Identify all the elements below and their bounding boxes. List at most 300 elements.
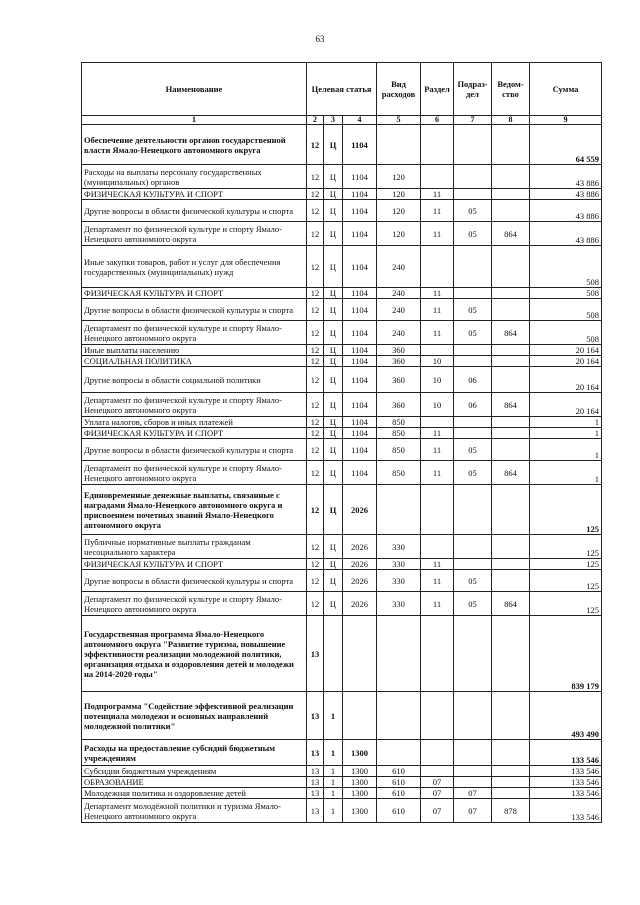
row-department: 864 <box>492 461 530 485</box>
row-section: 07 <box>421 799 454 823</box>
row-subsection: 05 <box>454 570 492 592</box>
row-department <box>492 125 530 165</box>
row-subsection: 05 <box>454 222 492 246</box>
row-target-code: 2026 <box>343 592 377 616</box>
row-target-program: 12 <box>307 485 324 535</box>
table-row <box>82 189 602 200</box>
row-department <box>492 428 530 439</box>
row-target-code: 1104 <box>343 299 377 321</box>
row-section <box>421 417 454 428</box>
row-target-subprogram: 1 <box>324 777 343 788</box>
row-expense-type: 120 <box>377 165 421 189</box>
row-sum: 1 <box>530 428 602 439</box>
row-target-code: 1104 <box>343 461 377 485</box>
row-target-code: 1300 <box>343 799 377 823</box>
row-target-program: 13 <box>307 616 324 692</box>
row-department <box>492 246 530 288</box>
row-target-subprogram: Ц <box>324 222 343 246</box>
row-target-subprogram: Ц <box>324 356 343 367</box>
header-dept: Ведом-ство <box>492 63 530 116</box>
row-expense-type: 240 <box>377 299 421 321</box>
row-expense-type: 240 <box>377 321 421 345</box>
table-row <box>82 788 602 799</box>
row-sum: 43 886 <box>530 189 602 200</box>
row-section: 11 <box>421 428 454 439</box>
table-row <box>82 321 602 345</box>
row-subsection: 05 <box>454 592 492 616</box>
row-department <box>492 485 530 535</box>
row-department <box>492 345 530 356</box>
row-subsection <box>454 417 492 428</box>
row-department <box>492 740 530 766</box>
row-name: Департамент по физической культуре и спорту Ямало-Ненецкого автономного округа <box>82 592 307 616</box>
row-subsection <box>454 485 492 535</box>
row-section: 11 <box>421 461 454 485</box>
row-expense-type: 360 <box>377 367 421 393</box>
row-name: ОБРАЗОВАНИЕ <box>82 777 307 788</box>
row-target-program: 12 <box>307 535 324 559</box>
row-name: Субсидии бюджетным учреждениям <box>82 766 307 777</box>
header-subsection: Подраз-дел <box>454 63 492 116</box>
row-department <box>492 299 530 321</box>
row-sum: 125 <box>530 559 602 570</box>
table-row <box>82 393 602 417</box>
row-target-subprogram: Ц <box>324 592 343 616</box>
row-target-program: 12 <box>307 299 324 321</box>
row-section: 07 <box>421 788 454 799</box>
row-name: Иные закупки товаров, работ и услуг для обеспечения государственных (муниципальных) нужд <box>82 246 307 288</box>
table-row <box>82 345 602 356</box>
row-target-code: 1104 <box>343 288 377 299</box>
row-target-program: 13 <box>307 799 324 823</box>
col-number: 6 <box>421 116 454 125</box>
table-row <box>82 299 602 321</box>
row-name: ФИЗИЧЕСКАЯ КУЛЬТУРА И СПОРТ <box>82 288 307 299</box>
row-target-subprogram: Ц <box>324 246 343 288</box>
row-expense-type <box>377 740 421 766</box>
row-target-subprogram: Ц <box>324 428 343 439</box>
row-target-code: 2026 <box>343 570 377 592</box>
row-target-subprogram: Ц <box>324 125 343 165</box>
row-department: 864 <box>492 592 530 616</box>
col-number: 8 <box>492 116 530 125</box>
row-sum: 508 <box>530 299 602 321</box>
row-name: Единовременные денежные выплаты, связанные с наградами Ямало-Ненецкого автономного округа и присвоением почетных званий Ямало-Ненецкого автономного округа <box>82 485 307 535</box>
row-name: СОЦИАЛЬНАЯ ПОЛИТИКА <box>82 356 307 367</box>
row-target-code: 1104 <box>343 428 377 439</box>
row-target-program: 12 <box>307 570 324 592</box>
row-section: 11 <box>421 592 454 616</box>
row-subsection <box>454 165 492 189</box>
table-row <box>82 485 602 535</box>
row-name: Расходы на выплаты персоналу государственных (муниципальных) органов <box>82 165 307 189</box>
row-subsection: 05 <box>454 439 492 461</box>
row-name: Подпрограмма "Содействие эффективной реализации потенциала молодежи и основных направлений молодежной политики" <box>82 692 307 740</box>
row-target-program: 12 <box>307 592 324 616</box>
row-department <box>492 417 530 428</box>
row-name: Другие вопросы в области физической культуры и спорта <box>82 299 307 321</box>
row-sum: 125 <box>530 570 602 592</box>
row-target-code: 1104 <box>343 356 377 367</box>
row-expense-type: 610 <box>377 777 421 788</box>
row-subsection <box>454 246 492 288</box>
row-name: ФИЗИЧЕСКАЯ КУЛЬТУРА И СПОРТ <box>82 428 307 439</box>
row-name: Департамент по физической культуре и спорту Ямало-Ненецкого автономного округа <box>82 393 307 417</box>
row-target-code: 1300 <box>343 777 377 788</box>
row-target-program: 12 <box>307 439 324 461</box>
row-name: Уплата налогов, сборов и иных платежей <box>82 417 307 428</box>
row-department: 878 <box>492 799 530 823</box>
row-target-program: 12 <box>307 165 324 189</box>
row-sum: 133 546 <box>530 740 602 766</box>
row-subsection <box>454 766 492 777</box>
col-number: 4 <box>343 116 377 125</box>
row-section <box>421 165 454 189</box>
row-target-subprogram <box>324 616 343 692</box>
row-expense-type: 850 <box>377 461 421 485</box>
row-sum: 1 <box>530 417 602 428</box>
table-row <box>82 740 602 766</box>
row-target-code: 1300 <box>343 788 377 799</box>
row-subsection <box>454 616 492 692</box>
table-row <box>82 766 602 777</box>
row-target-code: 1104 <box>343 125 377 165</box>
row-target-program: 13 <box>307 777 324 788</box>
col-number: 1 <box>82 116 307 125</box>
row-sum: 133 546 <box>530 799 602 823</box>
row-subsection <box>454 428 492 439</box>
col-number: 9 <box>530 116 602 125</box>
col-number: 7 <box>454 116 492 125</box>
row-subsection: 07 <box>454 788 492 799</box>
col-number: 3 <box>324 116 343 125</box>
row-section: 11 <box>421 439 454 461</box>
row-section: 11 <box>421 222 454 246</box>
row-target-subprogram: Ц <box>324 299 343 321</box>
row-target-subprogram: Ц <box>324 367 343 393</box>
row-target-subprogram: Ц <box>324 461 343 485</box>
row-expense-type: 850 <box>377 417 421 428</box>
row-department <box>492 777 530 788</box>
row-target-program: 12 <box>307 321 324 345</box>
row-target-code: 1104 <box>343 321 377 345</box>
row-target-subprogram: 1 <box>324 788 343 799</box>
row-target-subprogram: Ц <box>324 439 343 461</box>
row-target-code: 1104 <box>343 393 377 417</box>
row-subsection <box>454 777 492 788</box>
row-department <box>492 570 530 592</box>
row-expense-type: 330 <box>377 570 421 592</box>
row-department <box>492 616 530 692</box>
table-row <box>82 417 602 428</box>
row-department <box>492 288 530 299</box>
row-sum: 125 <box>530 485 602 535</box>
row-target-code: 1300 <box>343 740 377 766</box>
row-expense-type <box>377 616 421 692</box>
row-expense-type: 240 <box>377 246 421 288</box>
row-expense-type <box>377 485 421 535</box>
row-expense-type: 330 <box>377 559 421 570</box>
row-target-code: 1104 <box>343 189 377 200</box>
table-row <box>82 356 602 367</box>
row-subsection <box>454 535 492 559</box>
row-section <box>421 740 454 766</box>
row-target-code: 2026 <box>343 535 377 559</box>
row-target-program: 12 <box>307 125 324 165</box>
table-row <box>82 616 602 692</box>
row-expense-type: 850 <box>377 428 421 439</box>
row-sum: 508 <box>530 321 602 345</box>
row-target-subprogram: Ц <box>324 485 343 535</box>
row-expense-type: 120 <box>377 189 421 200</box>
row-expense-type: 610 <box>377 799 421 823</box>
row-target-program: 12 <box>307 417 324 428</box>
row-sum: 125 <box>530 535 602 559</box>
row-sum: 133 546 <box>530 777 602 788</box>
table-row <box>82 367 602 393</box>
table-row <box>82 559 602 570</box>
row-section <box>421 345 454 356</box>
header-name: Наименование <box>82 63 307 116</box>
row-name: Другие вопросы в области социальной политики <box>82 367 307 393</box>
row-target-subprogram: Ц <box>324 345 343 356</box>
row-sum: 43 886 <box>530 165 602 189</box>
row-name: Публичные нормативные выплаты гражданам несоциального характера <box>82 535 307 559</box>
row-target-program: 13 <box>307 766 324 777</box>
row-sum: 839 179 <box>530 616 602 692</box>
row-expense-type: 120 <box>377 200 421 222</box>
row-target-program: 12 <box>307 200 324 222</box>
row-name: Другие вопросы в области физической культуры и спорта <box>82 200 307 222</box>
row-target-program: 12 <box>307 222 324 246</box>
header-target: Целевая статья <box>307 63 377 116</box>
header-sum: Сумма <box>530 63 602 116</box>
row-department <box>492 535 530 559</box>
row-section <box>421 766 454 777</box>
table-row <box>82 570 602 592</box>
row-name: Департамент по физической культуре и спорту Ямало-Ненецкого автономного округа <box>82 321 307 345</box>
row-section: 10 <box>421 356 454 367</box>
row-target-program: 13 <box>307 740 324 766</box>
row-section: 11 <box>421 189 454 200</box>
row-sum: 1 <box>530 439 602 461</box>
row-subsection: 05 <box>454 200 492 222</box>
row-subsection <box>454 692 492 740</box>
table-row <box>82 535 602 559</box>
row-subsection: 06 <box>454 367 492 393</box>
row-expense-type: 330 <box>377 535 421 559</box>
row-expense-type: 240 <box>377 288 421 299</box>
row-expense-type: 360 <box>377 393 421 417</box>
row-subsection: 05 <box>454 461 492 485</box>
row-target-program: 13 <box>307 788 324 799</box>
row-sum: 64 559 <box>530 125 602 165</box>
row-name: Молодежная политика и оздоровление детей <box>82 788 307 799</box>
row-target-subprogram: 1 <box>324 766 343 777</box>
table-row <box>82 222 602 246</box>
row-target-subprogram: Ц <box>324 321 343 345</box>
row-department <box>492 200 530 222</box>
row-department: 864 <box>492 321 530 345</box>
row-name: Расходы на предоставление субсидий бюджетным учреждениям <box>82 740 307 766</box>
row-sum: 508 <box>530 288 602 299</box>
page-number: 63 <box>315 34 325 44</box>
row-target-code: 1104 <box>343 246 377 288</box>
table-row <box>82 200 602 222</box>
row-section: 07 <box>421 777 454 788</box>
column-number-row <box>82 116 602 125</box>
row-department: 864 <box>492 393 530 417</box>
table-row <box>82 461 602 485</box>
table-row <box>82 439 602 461</box>
row-department <box>492 165 530 189</box>
row-sum: 20 164 <box>530 345 602 356</box>
table-row <box>82 799 602 823</box>
row-subsection <box>454 125 492 165</box>
row-target-subprogram: Ц <box>324 165 343 189</box>
row-name: Обеспечение деятельности органов государственной власти Ямало-Ненецкого автономного округа <box>82 125 307 165</box>
row-name: Другие вопросы в области физической культуры и спорта <box>82 570 307 592</box>
row-target-code: 1104 <box>343 439 377 461</box>
row-expense-type: 360 <box>377 345 421 356</box>
row-name: Департамент молодёжной политики и туризма Ямало-Ненецкого автономного округа <box>82 799 307 823</box>
row-sum: 20 164 <box>530 367 602 393</box>
row-target-code: 1104 <box>343 345 377 356</box>
row-expense-type: 850 <box>377 439 421 461</box>
row-target-program: 13 <box>307 692 324 740</box>
row-department <box>492 559 530 570</box>
row-target-subprogram: Ц <box>324 288 343 299</box>
row-section <box>421 616 454 692</box>
row-sum: 133 546 <box>530 788 602 799</box>
row-target-program: 12 <box>307 367 324 393</box>
row-target-code: 1104 <box>343 165 377 189</box>
row-name: Другие вопросы в области физической культуры и спорта <box>82 439 307 461</box>
row-target-subprogram: Ц <box>324 417 343 428</box>
row-subsection: 05 <box>454 321 492 345</box>
row-section: 10 <box>421 367 454 393</box>
row-expense-type: 610 <box>377 766 421 777</box>
row-target-program: 12 <box>307 559 324 570</box>
budget-table <box>81 62 602 823</box>
row-name: ФИЗИЧЕСКАЯ КУЛЬТУРА И СПОРТ <box>82 559 307 570</box>
row-sum: 43 886 <box>530 222 602 246</box>
row-target-code: 1104 <box>343 222 377 246</box>
row-sum: 508 <box>530 246 602 288</box>
row-target-subprogram: Ц <box>324 189 343 200</box>
row-sum: 493 490 <box>530 692 602 740</box>
row-target-subprogram: 1 <box>324 740 343 766</box>
row-target-subprogram: 1 <box>324 799 343 823</box>
row-section: 11 <box>421 559 454 570</box>
row-subsection <box>454 740 492 766</box>
row-target-code: 1104 <box>343 367 377 393</box>
row-target-program: 12 <box>307 461 324 485</box>
row-target-code: 2026 <box>343 559 377 570</box>
col-number: 2 <box>307 116 324 125</box>
row-name: Департамент по физической культуре и спорту Ямало-Ненецкого автономного округа <box>82 222 307 246</box>
header-section: Раздел <box>421 63 454 116</box>
row-section <box>421 246 454 288</box>
row-department <box>492 766 530 777</box>
row-target-code: 1104 <box>343 417 377 428</box>
row-subsection: 07 <box>454 799 492 823</box>
row-department <box>492 692 530 740</box>
row-department <box>492 788 530 799</box>
table-row <box>82 777 602 788</box>
row-target-subprogram: 1 <box>324 692 343 740</box>
row-sum: 43 886 <box>530 200 602 222</box>
row-section <box>421 485 454 535</box>
row-name: Департамент по физической культуре и спорту Ямало-Ненецкого автономного округа <box>82 461 307 485</box>
table-row <box>82 592 602 616</box>
row-target-code: 2026 <box>343 485 377 535</box>
table-row <box>82 692 602 740</box>
row-target-program: 12 <box>307 356 324 367</box>
row-section: 11 <box>421 570 454 592</box>
table-row <box>82 125 602 165</box>
row-subsection <box>454 356 492 367</box>
row-sum: 20 164 <box>530 356 602 367</box>
row-expense-type: 120 <box>377 222 421 246</box>
row-section: 11 <box>421 299 454 321</box>
row-name: ФИЗИЧЕСКАЯ КУЛЬТУРА И СПОРТ <box>82 189 307 200</box>
row-expense-type <box>377 692 421 740</box>
row-subsection: 05 <box>454 299 492 321</box>
row-target-program: 12 <box>307 393 324 417</box>
row-target-program: 12 <box>307 288 324 299</box>
row-expense-type <box>377 125 421 165</box>
row-target-code <box>343 616 377 692</box>
row-target-code: 1300 <box>343 766 377 777</box>
row-sum: 20 164 <box>530 393 602 417</box>
row-section <box>421 692 454 740</box>
row-department <box>492 189 530 200</box>
row-target-program: 12 <box>307 189 324 200</box>
row-section: 11 <box>421 200 454 222</box>
row-department <box>492 439 530 461</box>
row-name: Иные выплаты населению <box>82 345 307 356</box>
row-subsection <box>454 288 492 299</box>
row-department <box>492 367 530 393</box>
row-target-subprogram: Ц <box>324 559 343 570</box>
row-target-subprogram: Ц <box>324 535 343 559</box>
row-department <box>492 356 530 367</box>
row-target-program: 12 <box>307 246 324 288</box>
row-target-program: 12 <box>307 345 324 356</box>
row-expense-type: 610 <box>377 788 421 799</box>
table-row <box>82 246 602 288</box>
header-type: Вид расходов <box>377 63 421 116</box>
table-row <box>82 165 602 189</box>
row-target-subprogram: Ц <box>324 570 343 592</box>
row-target-subprogram: Ц <box>324 200 343 222</box>
row-sum: 125 <box>530 592 602 616</box>
row-section <box>421 125 454 165</box>
row-sum: 133 546 <box>530 766 602 777</box>
row-name: Государственная программа Ямало-Ненецкого автономного округа "Развитие туризма, повышение эффективности реализации молодежной политики, организация отдыха и оздоровления детей и молодежи на 2014-2020 годы" <box>82 616 307 692</box>
row-target-code: 1104 <box>343 200 377 222</box>
row-target-code <box>343 692 377 740</box>
row-department: 864 <box>492 222 530 246</box>
row-section: 11 <box>421 288 454 299</box>
row-expense-type: 330 <box>377 592 421 616</box>
header-row <box>82 63 602 116</box>
row-section <box>421 535 454 559</box>
col-number: 5 <box>377 116 421 125</box>
row-section: 10 <box>421 393 454 417</box>
row-sum: 1 <box>530 461 602 485</box>
